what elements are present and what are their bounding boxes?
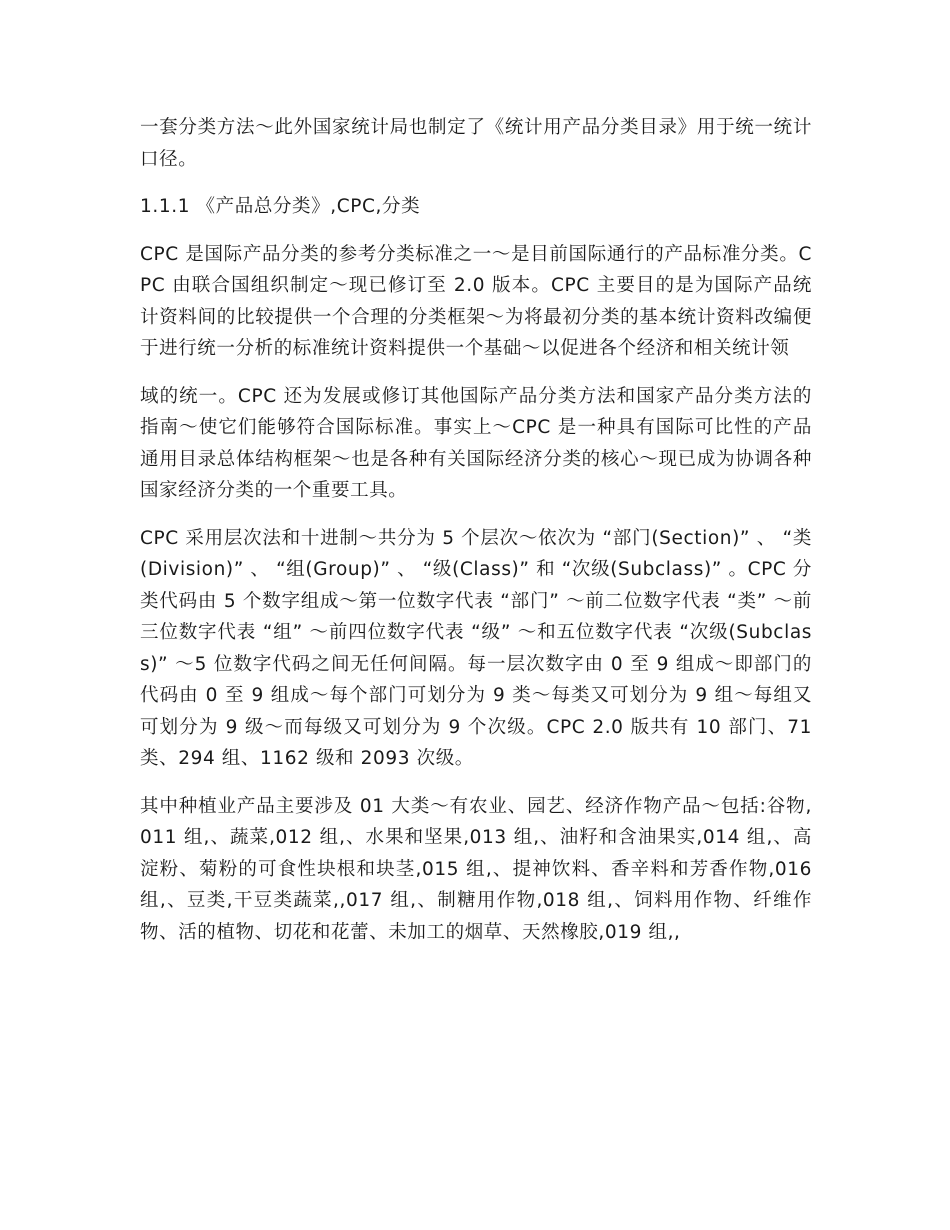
paragraph-cpc-purpose: 域的统一。CPC 还为发展或修订其他国际产品分类方法和国家产品分类方法的指南～使它们能够符合国际标准。事实上～CPC 是一种具有国际可比性的产品通用目录总体结构框架～也是各种有关国际经济分类的核心～现已成为协调各种国家经济分类的一个重要工具。 (140, 385, 812, 501)
document-page (140, 112, 812, 964)
paragraph-planting-products: 其中种植业产品主要涉及 01 大类～有农业、园艺、经济作物产品～包括:谷物,011 组,、蔬菜,012 组,、水果和坚果,013 组,、油籽和含油果实,014 组,、高淀粉、菊粉的可食性块根和块茎,015 组,、提神饮料、香辛料和芳香作物,016 组,、豆类,干豆类蔬菜,,017 组,、制糖用作物,018 组,、饲料用作物、纤维作物、活的植物、切花和花蕾、未加工的烟草、天然橡胶,019 组,, (140, 795, 812, 943)
paragraph-cpc-overview: CPC 是国际产品分类的参考分类标准之一～是目前国际通行的产品标准分类。CPC 由联合国组织制定～现已修订至 2.0 版本。CPC 主要目的是为国际产品统计资料间的比较提供一个合理的分类框架～为将最初分类的基本统计资料改编便于进行统一分析的标准统计资料提供一个基础～以促进各个经济和相关统计领 (140, 243, 812, 359)
paragraph-intro: 一套分类方法～此外国家统计局也制定了《统计用产品分类目录》用于统一统计口径。 (140, 117, 812, 170)
paragraph-cpc-structure: CPC 采用层次法和十进制～共分为 5 个层次～依次为 “部门(Section)” 、 “类(Division)” 、 “组(Group)” 、 “级(Class)” 和 “次级(Subclass)” 。CPC 分类代码由 5 个数字组成～第一位数字代表 “部门” ～前二位数字代表 “类” ～前三位数字代表 “组” ～前四位数字代表 “级” ～和五位数字代表 “次级(Subclass)” ～5 位数字代码之间无任何间隔。每一层次数字由 0 至 9 组成～即部门的代码由 0 至 9 组成～每个部门可划分为 9 类～每类又可划分为 9 组～每组又可划分为 9 级～而每级又可划分为 9 个次级。CPC 2.0 版共有 10 部门、71 类、294 组、1162 级和 2093 次级。 (140, 527, 812, 769)
section-heading: 1.1.1 《产品总分类》,CPC,分类 (140, 196, 421, 217)
